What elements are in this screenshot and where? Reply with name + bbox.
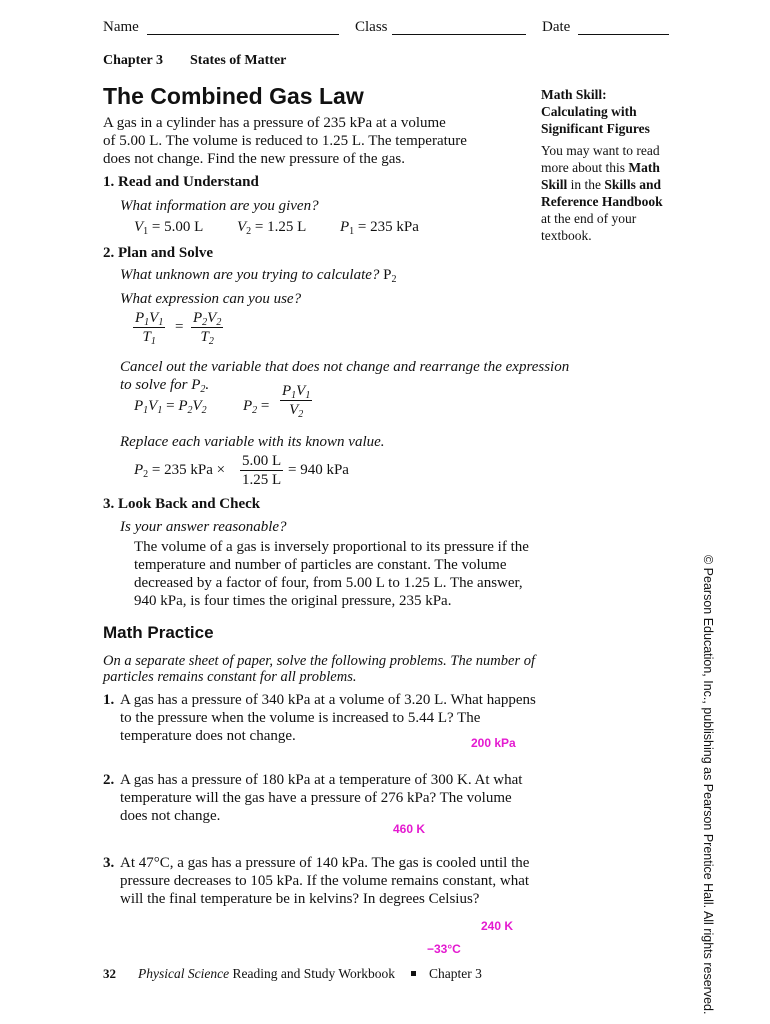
footer-chapter: Chapter 3: [429, 966, 482, 981]
step1-question: What information are you given?: [120, 198, 319, 214]
sidebar-line: more about this Math: [541, 160, 660, 175]
name-label: Name: [103, 19, 139, 35]
sidebar-line: textbook.: [541, 228, 592, 243]
equals-sign: =: [175, 319, 184, 335]
sidebar-heading-line: Significant Figures: [541, 121, 650, 136]
answer-1: 200 kPa: [471, 736, 516, 750]
practice-instructions: [103, 653, 563, 685]
intro-paragraph: [103, 114, 523, 168]
problem-line: A gas has a pressure of 180 kPa at a temperature of 300 K. At what: [120, 772, 523, 788]
instructions-line: particles remains constant for all problems.: [103, 669, 357, 685]
intro-line: A gas in a cylinder has a pressure of 235 kPa at a volume: [103, 115, 446, 131]
equation-p1v1-equals-p2v2: $P_1V_1 = P_2V_2$: [134, 398, 207, 416]
class-label: Class: [355, 19, 388, 35]
equation-p2-label: $P_2$ =: [243, 398, 270, 416]
step3-heading: 3. Look Back and Check: [103, 496, 261, 512]
given-v1: $V_1 = 5.00$ L: [134, 219, 204, 237]
cancel-line: to solve for $P_2$.: [120, 377, 210, 395]
step2-expression-question: What expression can you use?: [120, 291, 302, 307]
step3-body: [134, 538, 574, 610]
equation-substitution: $P_2 = 235$ kPa ×: [134, 462, 226, 480]
problem-number: 2.: [103, 772, 115, 788]
step3-line: 940 kPa, is four times the original pressure, 235 kPa.: [134, 593, 452, 609]
equation-p1v1-over-t1: $\frac{P_1V_1}{T_1}$: [135, 310, 164, 347]
date-label: Date: [542, 19, 571, 35]
problem-number: 3.: [103, 855, 115, 871]
problem-line: temperature will the gas have a pressure of 276 kPa? The volume: [120, 790, 512, 806]
equation-result: = 940 kPa: [288, 462, 349, 478]
sidebar-heading-line: Math Skill:: [541, 87, 607, 102]
page-number: 32: [103, 966, 116, 981]
sidebar-line: at the end of your: [541, 211, 637, 226]
step1-heading: 1. Read and Understand: [103, 174, 259, 190]
intro-line: of 5.00 L. The volume is reduced to 1.25 L. The temperature: [103, 133, 467, 149]
problem-line: does not change.: [120, 808, 221, 824]
given-p1: $P_1 = 235$ kPa: [340, 219, 419, 237]
step2-cancel-text: [120, 358, 570, 394]
name-field[interactable]: [147, 34, 339, 35]
given-v2: $V_2 = 1.25$ L: [237, 219, 307, 237]
step3-line: decreased by a factor of four, from 5.00 L to 1.25 L. The answer,: [134, 575, 523, 591]
equation-p2v2-over-t2: $\frac{P_2V_2}{T_2}$: [193, 310, 222, 347]
answer-2: 460 K: [393, 822, 426, 836]
answer-3-kelvin: 240 K: [481, 919, 514, 933]
chapter-title: States of Matter: [190, 53, 287, 68]
step2-heading: 2. Plan and Solve: [103, 245, 214, 261]
step3-line: temperature and number of particles are constant. The volume: [134, 557, 507, 573]
cancel-line: Cancel out the variable that does not change and rearrange the expression: [120, 359, 570, 375]
fraction-numerator: 5.00 L: [242, 453, 282, 469]
date-field[interactable]: [578, 34, 669, 35]
class-field[interactable]: [392, 34, 526, 35]
problem-line: At 47°C, a gas has a pressure of 140 kPa. The gas is cooled until the: [120, 855, 530, 871]
equation-volume-fraction: [240, 452, 283, 489]
copyright-notice: © Pearson Education, Inc., publishing as Pearson Prentice Hall. All rights reserved.: [701, 555, 715, 1015]
intro-line: does not change. Find the new pressure of the gas.: [103, 151, 406, 167]
sidebar-line: Reference Handbook: [541, 194, 663, 209]
practice-heading: Math Practice: [103, 623, 214, 642]
problem-line: A gas has a pressure of 340 kPa at a volume of 3.20 L. What happens: [120, 692, 536, 708]
sidebar-line: Skill in the Skills and: [541, 177, 662, 192]
step2-unknown: What unknown are you trying to calculate? $P_2$: [120, 267, 397, 285]
problem-line: temperature does not change.: [120, 728, 296, 744]
problem-2-text: [120, 771, 580, 825]
sidebar-body: [541, 142, 663, 244]
problem-line: will the final temperature be in kelvins? In degrees Celsius?: [120, 891, 480, 907]
sidebar-heading: [541, 86, 650, 137]
step3-line: The volume of a gas is inversely proportional to its pressure if the: [134, 539, 529, 555]
problem-number: 1.: [103, 692, 115, 708]
problem-line: pressure decreases to 105 kPa. If the volume remains constant, what: [120, 873, 530, 889]
step3-question: Is your answer reasonable?: [120, 519, 287, 535]
equation-p1v1-over-v2: $\frac{P_1V_1}{V_2}$: [282, 383, 311, 420]
answer-3-celsius: −33°C: [427, 942, 461, 956]
footer-book-title: Physical Science Reading and Study Workbook: [138, 966, 395, 981]
problem-3-text: [120, 854, 580, 908]
bullet-icon: [411, 971, 416, 976]
instructions-line: On a separate sheet of paper, solve the following problems. The number of: [103, 653, 536, 669]
problem-line: to the pressure when the volume is increased to 5.44 L? The: [120, 710, 481, 726]
page-title: The Combined Gas Law: [103, 83, 364, 109]
sidebar-line: You may want to read: [541, 143, 660, 158]
step2-replace-text: Replace each variable with its known value.: [120, 434, 385, 450]
chapter-label: Chapter 3: [103, 53, 164, 68]
fraction-denominator: 1.25 L: [242, 472, 282, 488]
sidebar-heading-line: Calculating with: [541, 104, 637, 119]
